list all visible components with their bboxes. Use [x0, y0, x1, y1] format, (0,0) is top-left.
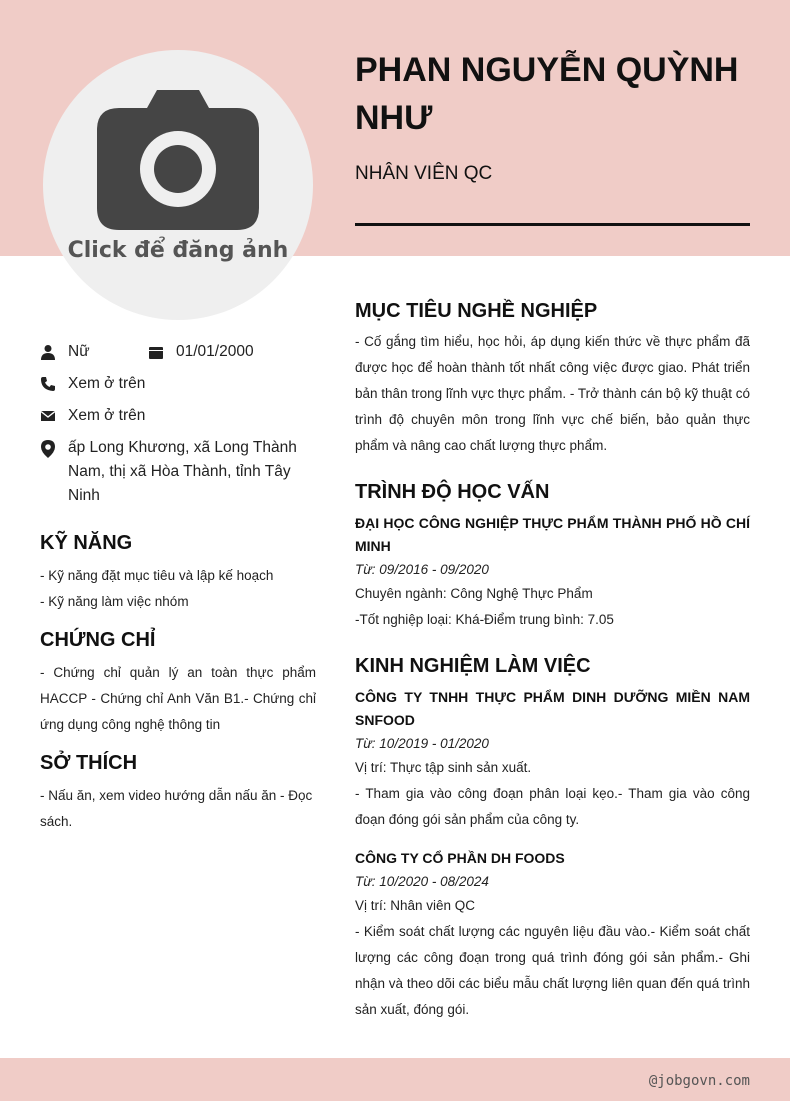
personal-info-row	[40, 340, 316, 372]
person-icon	[40, 344, 56, 360]
company-name: CÔNG TY TNHH THỰC PHẨM DINH DƯỠNG MIỀN NAM SNFOOD	[355, 689, 750, 728]
school-name: ĐẠI HỌC CÔNG NGHIỆP THỰC PHẨM THÀNH PHỐ HỒ CHÍ MINH	[355, 515, 750, 554]
certificates-heading: CHỨNG CHỈ	[40, 629, 156, 651]
birthdate-row	[148, 340, 254, 364]
job-dates: Từ: 10/2019 - 01/2020	[355, 736, 489, 751]
education-grade: -Tốt nghiệp loại: Khá-Điểm trung bình: 7.05	[355, 612, 614, 627]
certificates-text: - Chứng chỉ quản lý an toàn thực phẩm HACCP - Chứng chỉ Anh Văn B1.- Chứng chỉ ứng dụng công nghệ thông tin	[40, 665, 316, 732]
education-major: Chuyên ngành: Công Nghệ Thực Phẩm	[355, 586, 593, 601]
header-divider	[355, 223, 750, 226]
gender-value: Nữ	[68, 343, 90, 360]
hobbies-text: - Nấu ăn, xem video hướng dẫn nấu ăn - Đọc sách.	[40, 788, 313, 829]
address-value: ấp Long Khương, xã Long Thành Nam, thị xã Hòa Thành, tỉnh Tây Ninh	[68, 439, 297, 504]
job-position: Vị trí: Thực tập sinh sản xuất.	[355, 760, 532, 775]
phone-value: Xem ở trên	[68, 375, 146, 392]
right-column	[355, 300, 750, 1023]
experience-entry	[355, 847, 750, 1023]
company-name: CÔNG TY CỔ PHẦN DH FOODS	[355, 850, 565, 866]
skills-list	[40, 563, 316, 615]
education-dates: Từ: 09/2016 - 09/2020	[355, 562, 489, 577]
experience-entry	[355, 686, 750, 833]
skills-heading: KỸ NĂNG	[40, 532, 133, 554]
left-column	[40, 340, 316, 835]
education-heading: TRÌNH ĐỘ HỌC VẤN	[355, 481, 550, 503]
address-row	[40, 436, 316, 508]
calendar-icon	[148, 344, 164, 360]
job-title: NHÂN VIÊN QC	[355, 163, 493, 184]
email-value: Xem ở trên	[68, 407, 146, 424]
photo-upload[interactable]	[43, 50, 313, 320]
skill-item: - Kỹ năng đặt mục tiêu và lập kế hoạch	[40, 568, 274, 583]
education-entry	[355, 512, 750, 633]
footer-watermark: @jobgovn.com	[648, 1073, 750, 1089]
envelope-icon	[40, 408, 56, 424]
job-position: Vị trí: Nhân viên QC	[355, 898, 476, 913]
candidate-name: PHAN NGUYỄN QUỲNH NHƯ	[355, 51, 739, 137]
job-dates: Từ: 10/2020 - 08/2024	[355, 874, 489, 889]
gender-row	[40, 340, 148, 364]
job-description: - Kiểm soát chất lượng các nguyên liệu đầu vào.- Kiểm soát chất lượng các công đoạn trong quá trình đóng gói sản phẩm.- Ghi nhận và theo dõi các biểu mẫu chất lượng liên quan đến quá trình sản xuất, đóng gói.	[355, 924, 750, 1017]
phone-icon	[40, 376, 56, 392]
objective-heading: MỤC TIÊU NGHỀ NGHIỆP	[355, 300, 598, 322]
experience-heading: KINH NGHIỆM LÀM VIỆC	[355, 655, 591, 677]
skill-item: - Kỹ năng làm việc nhóm	[40, 594, 189, 609]
phone-row	[40, 372, 316, 396]
birthdate-value: 01/01/2000	[176, 343, 254, 360]
objective-text: - Cố gắng tìm hiểu, học hỏi, áp dụng kiến thức về thực phẩm đã được học để hoàn thành tốt nhất công việc được giao. Phát triển bản thân trong lĩnh vực thực phẩm. - Trở thành cán bộ kỹ thuật có trình độ chuyên môn trong lĩnh vực chế biến, bảo quản thực phẩm và nâng cao chất lượng thực phẩm.	[355, 334, 750, 453]
camera-icon	[97, 88, 259, 230]
job-description: - Tham gia vào công đoạn phân loại kẹo.- Tham gia vào công đoạn đóng gói sản phẩm của công ty.	[355, 786, 750, 827]
hobbies-heading: SỞ THÍCH	[40, 752, 138, 774]
photo-caption: Click để đăng ảnh	[67, 238, 289, 263]
email-row	[40, 404, 316, 428]
location-pin-icon	[40, 440, 56, 458]
